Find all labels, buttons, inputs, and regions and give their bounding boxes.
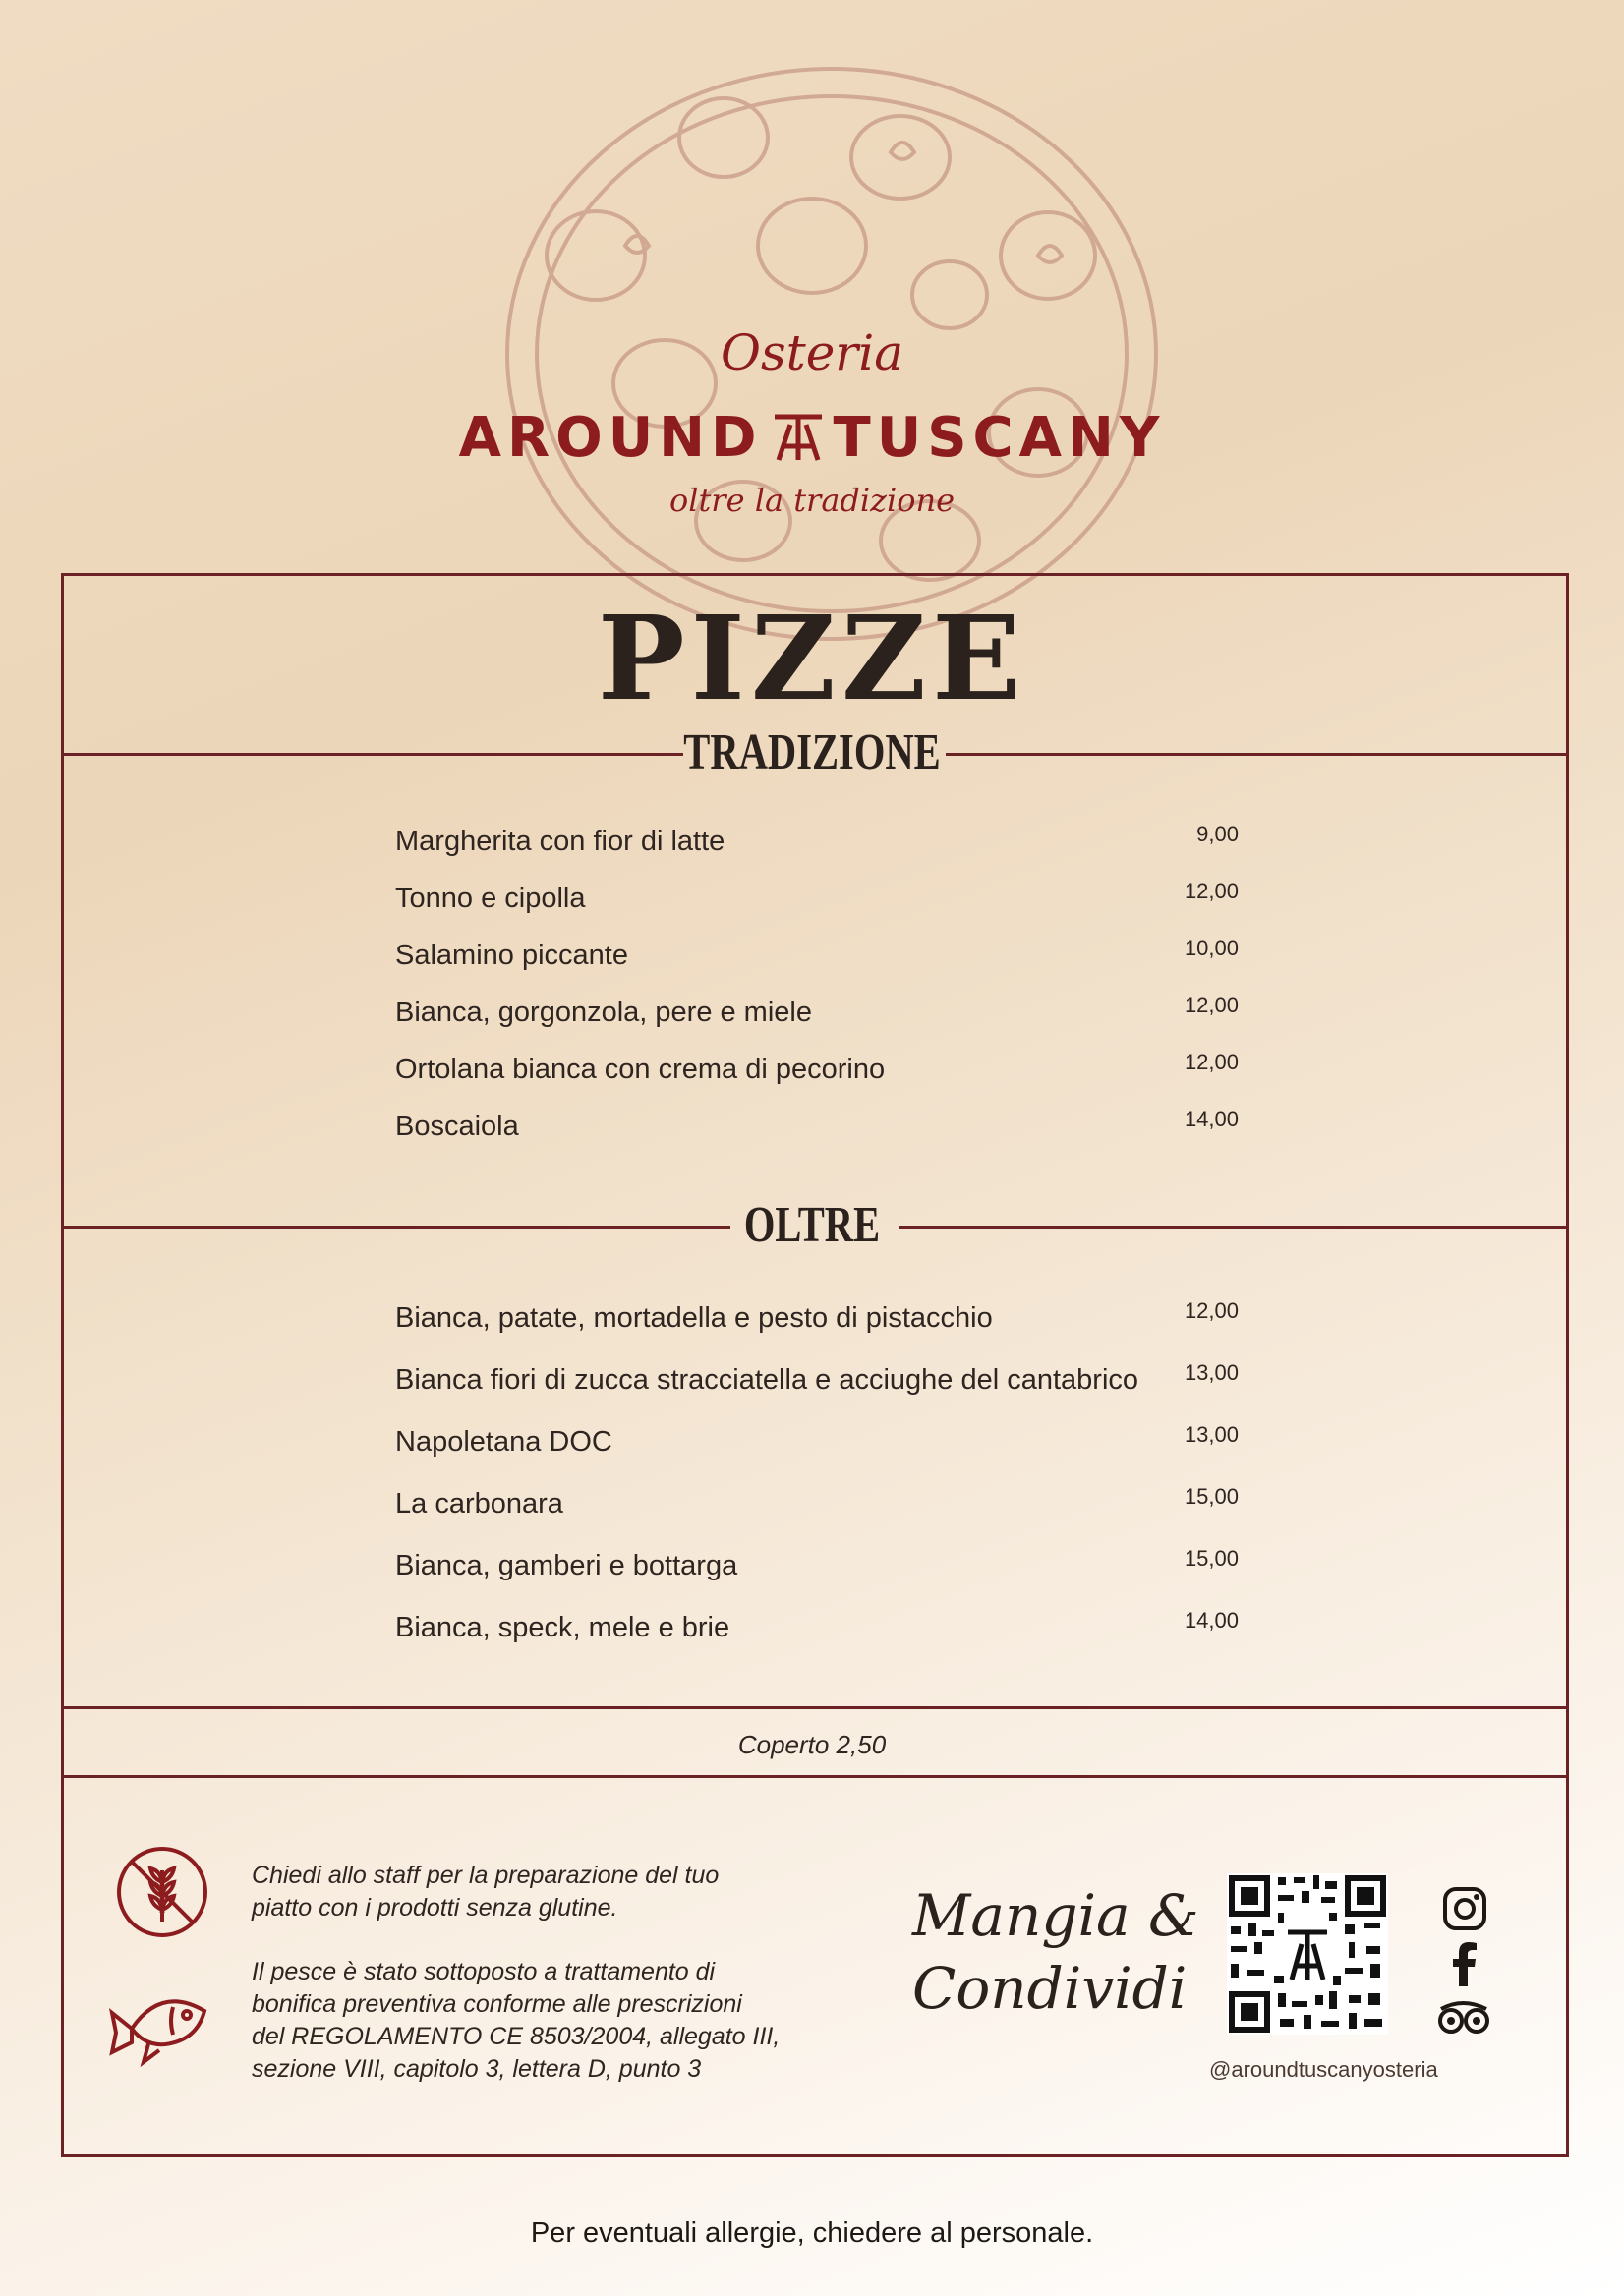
item-price: 15,00: [1184, 1484, 1239, 1509]
item-name: La carbonara: [395, 1488, 563, 1520]
item-price: 12,00: [1184, 1050, 1239, 1074]
fish-icon: [104, 1978, 214, 2076]
fish-note: [252, 1956, 780, 2086]
social-handle[interactable]: @aroundtuscanyosteria: [1209, 2057, 1438, 2082]
menu-item: [395, 822, 1239, 858]
menu-item: [395, 1422, 1239, 1459]
coperto-text: Coperto 2,50: [737, 1730, 887, 1759]
item-price: 13,00: [1184, 1360, 1239, 1385]
item-name: Margherita con fior di latte: [395, 826, 725, 857]
item-price: 13,00: [1184, 1422, 1239, 1447]
item-name: Napoletana DOC: [395, 1426, 612, 1458]
gluten-note-line: piatto con i prodotti senza glutine.: [252, 1894, 618, 1922]
instagram-icon[interactable]: [1435, 1885, 1490, 1932]
item-name: Bianca fiori di zucca stracciatella e acciughe del cantabrico: [395, 1364, 1139, 1396]
menu-item: [395, 1546, 1239, 1582]
logo-tagline: oltre la tradizione: [668, 482, 956, 519]
tripadvisor-icon[interactable]: [1435, 1995, 1490, 2042]
item-price: 15,00: [1184, 1546, 1239, 1571]
slogan: [912, 1879, 1199, 2025]
fish-note-line: sezione VIII, capitolo 3, lettera D, punto 3: [252, 2055, 702, 2083]
logo-brand: [0, 405, 1624, 470]
item-name: Bianca, gorgonzola, pere e miele: [395, 997, 812, 1028]
item-price: 14,00: [1184, 1107, 1239, 1131]
item-price: 12,00: [1184, 1298, 1239, 1323]
slogan-line: Condividi: [912, 1955, 1188, 2022]
item-name: Bianca, gamberi e bottarga: [395, 1550, 738, 1581]
menu-item: [395, 936, 1239, 972]
fish-note-line: del REGOLAMENTO CE 8503/2004, allegato III,: [252, 2023, 781, 2050]
item-name: Ortolana bianca con crema di pecorino: [395, 1054, 886, 1085]
slogan-line: Mangia &: [912, 1882, 1199, 1949]
item-name: Bianca, speck, mele e brie: [395, 1612, 730, 1643]
item-name: Tonno e cipolla: [395, 883, 586, 914]
fish-note-line: bonifica preventiva conforme alle prescrizioni: [252, 1990, 742, 2018]
logo-osteria: Osteria: [720, 324, 904, 381]
item-name: Bianca, patate, mortadella e pesto di pistacchio: [395, 1302, 993, 1334]
item-price: 12,00: [1184, 879, 1239, 903]
item-price: 14,00: [1184, 1608, 1239, 1633]
menu-item: [395, 1298, 1239, 1335]
item-name: Salamino piccante: [395, 940, 628, 971]
item-name: Boscaiola: [395, 1111, 519, 1142]
menu-item: [395, 1107, 1239, 1143]
gluten-free-icon: [113, 1843, 211, 1941]
logo-brand-right: TUSCANY: [833, 406, 1166, 470]
fish-note-line: Il pesce è stato sottoposto a trattamento di: [252, 1958, 716, 1985]
menu-item: [395, 1484, 1239, 1521]
menu-item: [395, 1360, 1239, 1397]
item-price: 9,00: [1196, 822, 1239, 846]
section-title-tradizione: TRADIZIONE: [683, 724, 941, 780]
allergy-footer: Per eventuali allergie, chiedere al personale.: [530, 2217, 1094, 2249]
facebook-icon[interactable]: [1435, 1941, 1490, 1988]
item-price: 12,00: [1184, 993, 1239, 1017]
gluten-note: [252, 1860, 719, 1924]
menu-item: [395, 993, 1239, 1029]
page-title: PIZZE: [597, 590, 1027, 726]
menu-item: [395, 879, 1239, 915]
coperto-divider-top: [64, 1706, 1566, 1709]
monogram-logo-icon: [769, 405, 828, 464]
coperto-divider-bottom: [64, 1775, 1566, 1778]
menu-item: [395, 1608, 1239, 1644]
logo-brand-left: AROUND: [458, 406, 763, 470]
item-price: 10,00: [1184, 936, 1239, 960]
section-title-oltre: OLTRE: [743, 1197, 881, 1253]
gluten-note-line: Chiedi allo staff per la preparazione del tuo: [252, 1862, 720, 1889]
qr-code[interactable]: [1227, 1873, 1388, 2035]
menu-item: [395, 1050, 1239, 1086]
